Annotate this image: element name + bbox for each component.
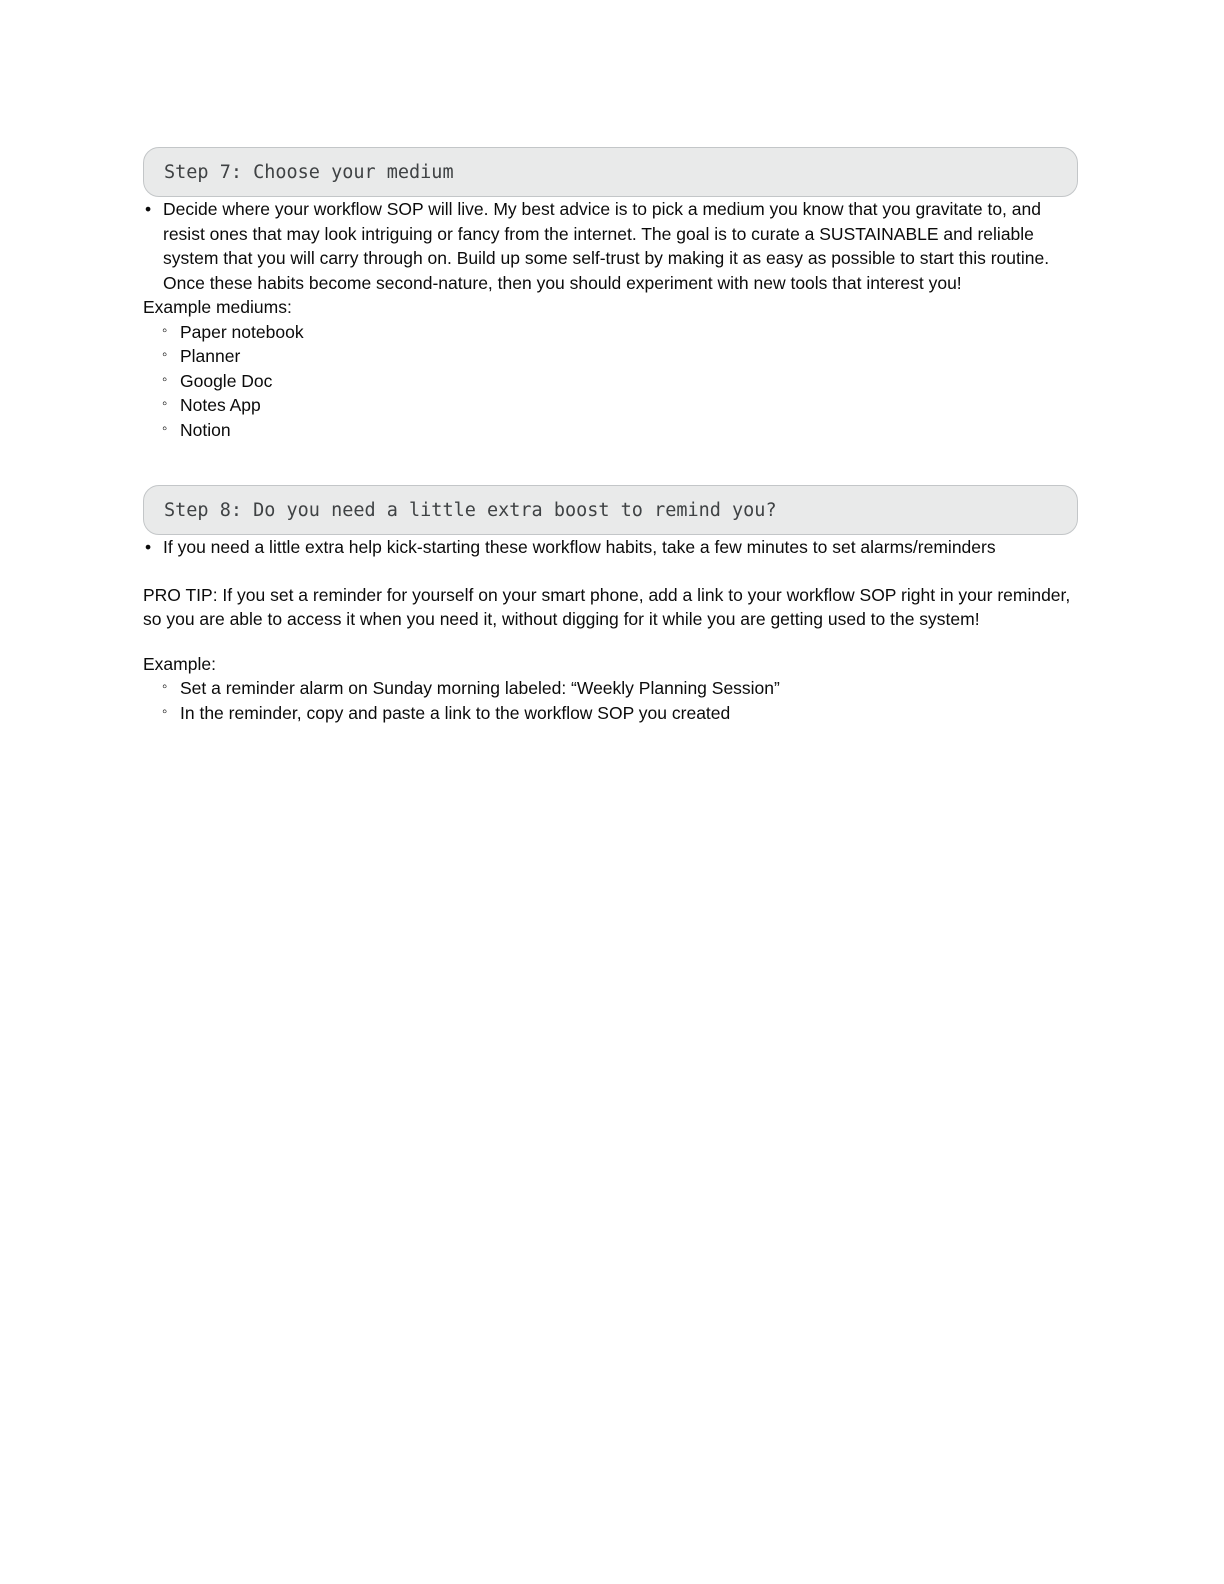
example-item: In the reminder, copy and paste a link to the workflow SOP you created [180,702,731,723]
list-item [143,676,1078,701]
step8-sub-list [143,676,1078,725]
sub-bullet-marker: ◦ [162,346,168,363]
pro-tip-paragraph: PRO TIP: If you set a reminder for yourself on your smart phone, add a link to your workflow SOP right in your reminder, so you are able to access it when you need it, without digging for it while you are getting used to the system! [143,584,1071,629]
sub-bullet-marker: ◦ [162,702,168,720]
sub-bullet-marker: ◦ [162,678,168,695]
medium-option: Google Doc [180,370,273,391]
step7-list-intro: Example mediums: [143,297,292,317]
list-item [143,535,1078,560]
step7-header-box [143,147,1078,197]
list-item [143,701,1078,726]
step8-header-box [143,485,1078,535]
step7-sub-list [143,320,1078,443]
step8-list-intro: Example: [143,653,216,674]
list-item [143,197,1078,295]
step7-header-title: Step 7: Choose your medium [164,161,454,183]
medium-option: Notes App [180,395,261,415]
sub-bullet-marker: ◦ [162,395,168,412]
step8-header-title: Step 8: Do you need a little extra boost to remind you? [164,499,777,521]
list-item [143,393,1078,418]
sub-bullet-marker: ◦ [162,419,168,437]
sub-bullet-marker: ◦ [162,370,168,388]
step8-bullet-text: If you need a little extra help kick-starting these workflow habits, take a few minutes to set alarms/reminders [163,537,996,557]
medium-option: Paper notebook [180,321,304,342]
list-item [143,320,1078,345]
list-item [143,418,1078,443]
bullet-marker: • [145,199,152,219]
step8-bullet-list [143,535,1078,560]
medium-option: Planner [180,346,241,366]
medium-option: Notion [180,419,231,440]
list-item [143,344,1078,369]
list-item [143,369,1078,394]
step7-bullet-list [143,197,1078,295]
bullet-marker: • [145,537,152,557]
step7-bullet-text: Decide where your workflow SOP will live. My best advice is to pick a medium you know that you gravitate to, and resist ones that may look intriguing or fancy from the internet. The goal is to curate a SUSTAINABLE and reliable system that you will carry through on. Build up some self-trust by making it as easy as possible to start this routine. Once these habits become second-nature, then you should experiment with new tools that interest you! [163,199,1050,293]
sub-bullet-marker: ◦ [162,321,168,339]
document-content [143,147,1078,725]
example-item: Set a reminder alarm on Sunday morning labeled: “Weekly Planning Session” [180,678,780,698]
